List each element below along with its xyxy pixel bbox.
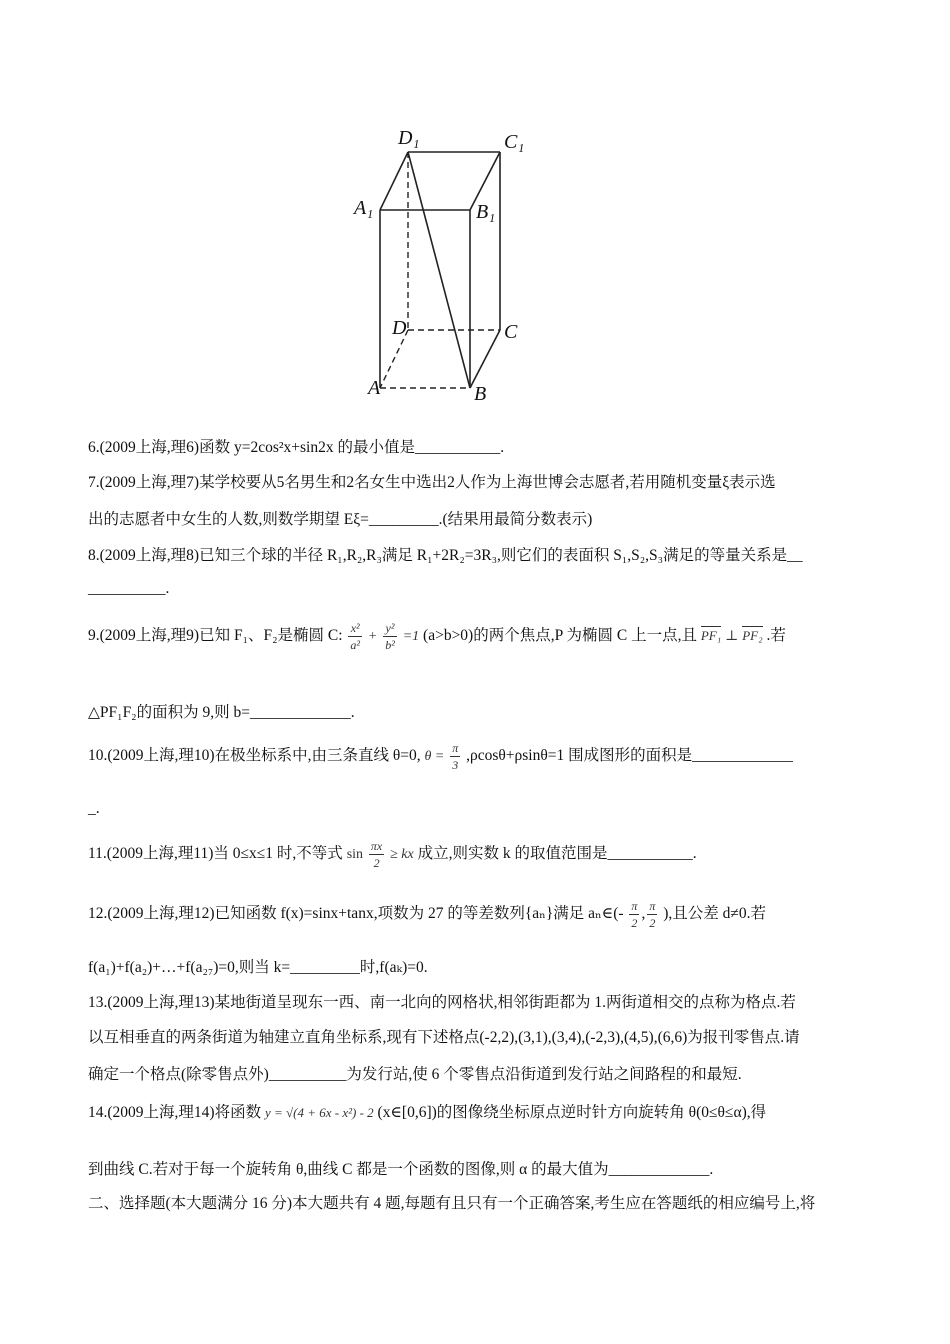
q11-prefix: 11.(2009上海,理11)当 0≤x≤1 时,不等式 <box>88 845 343 863</box>
frac-den: 3 <box>452 758 459 772</box>
prism-diagram <box>310 118 640 408</box>
q9-suffix: .若 <box>766 627 786 645</box>
sin-func: sin <box>346 847 364 863</box>
diagonal-d1b <box>408 152 470 388</box>
q14-prefix: 14.(2009上海,理14)将函数 <box>88 1104 262 1121</box>
label-a1: A₁ <box>354 197 374 219</box>
frac-num: x² <box>348 620 362 637</box>
question-10-line1 <box>88 740 890 773</box>
label-b1: B₁ <box>476 201 496 223</box>
q11-suffix: 成立,则实数 k 的取值范围是___________. <box>417 845 697 863</box>
q14-suffix: (x∈[0,6])的图像绕坐标原点逆时针方向旋转角 θ(0≤θ≤α),得 <box>377 1104 767 1121</box>
q10-prefix: 10.(2009上海,理10)在极坐标系中,由三条直线 θ=0, <box>88 747 421 765</box>
frac-num: π <box>452 741 459 755</box>
q12-suffix: ),且公差 d≠0.若 <box>663 905 766 923</box>
vector-pf1: PF₁ <box>701 624 721 644</box>
edge-d1a1 <box>380 152 408 210</box>
label-d1: D₁ <box>398 127 420 149</box>
question-6: 6.(2009上海,理6)函数 y=2cos²x+sin2x 的最小值是___________. <box>88 439 505 456</box>
frac-den: a² <box>350 638 361 652</box>
question-14-line2: 到曲线 C.若对于每一个旋转角 θ,曲线 C 都是一个函数的图像,则 α 的最大值为_____________. <box>88 1161 714 1178</box>
frac-num: y² <box>383 620 397 637</box>
ge-kx: ≥ kx <box>390 847 414 863</box>
frac-num: π <box>631 899 638 913</box>
frac-num: πx <box>370 839 383 853</box>
frac-den: 2 <box>373 856 380 870</box>
fraction-pi-2-b <box>647 898 657 931</box>
function-expression: y = √(4 + 6x - x²) - 2 <box>264 1105 374 1120</box>
frac-den: b² <box>385 638 395 652</box>
section-2-heading: 二、选择题(本大题满分 16 分)本大题共有 4 题,每题有且只有一个正确答案,考生应在答题纸的相应编号上,将 <box>88 1195 816 1212</box>
q10-suffix: ,ρcosθ+ρsinθ=1 围成图形的面积是_____________ <box>466 747 793 765</box>
question-8-line1: 8.(2009上海,理8)已知三个球的半径 R₁,R₂,R₃满足 R₁+2R₂=3R₃,则它们的表面积 S₁,S₂,S₃满足的等量关系是__ <box>88 547 803 564</box>
fraction-x2-a2 <box>348 620 362 653</box>
comma: , <box>641 905 646 923</box>
prism-figure <box>310 118 640 408</box>
frac-den: 2 <box>649 916 656 930</box>
frac-num: π <box>649 899 656 913</box>
fraction-pi-2-a <box>629 898 639 931</box>
question-8-line2: __________. <box>88 580 170 597</box>
question-13-line2: 以互相垂直的两条街道为轴建立直角坐标系,现有下述格点(-2,2),(3,1),(3,4),(-2,3),(4,5),(6,6)为报刊零售点.请 <box>88 1029 800 1046</box>
q9-middle: (a>b>0)的两个焦点,P 为椭圆 C 上一点,且 <box>423 627 697 645</box>
question-11 <box>88 838 890 871</box>
fraction-pi-3 <box>450 740 460 773</box>
equals-one: =1 <box>402 629 420 645</box>
question-10-line2: _. <box>88 800 100 817</box>
label-d: D <box>392 317 407 339</box>
question-13-line1: 13.(2009上海,理13)某地街道呈现东一西、南一北向的网格状,相邻街距都为 1.两街道相交的点称为格点.若 <box>88 994 796 1011</box>
edge-bc <box>470 330 500 388</box>
label-c: C <box>504 321 518 343</box>
question-12-line1 <box>88 898 890 931</box>
fraction-pix-2 <box>369 838 384 871</box>
question-12-line2: f(a₁)+f(a₂)+…+f(a₂₇)=0,则当 k=_________时,f(aₖ)=0. <box>88 959 428 976</box>
question-9-line2: △PF₁F₂的面积为 9,则 b=_____________. <box>88 704 355 721</box>
q9-prefix: 9.(2009上海,理9)已知 F₁、F₂是椭圆 C: <box>88 627 343 645</box>
question-7-line1: 7.(2009上海,理7)某学校要从5名男生和2名女生中选出2人作为上海世博会志愿者,若用随机变量ξ表示选 <box>88 474 776 491</box>
label-c1: C₁ <box>504 131 525 153</box>
label-b: B <box>474 383 487 405</box>
question-9-line1 <box>88 620 890 653</box>
plus-sign: + <box>367 629 378 645</box>
theta-equals: θ = <box>424 749 445 765</box>
frac-den: 2 <box>631 916 638 930</box>
perp-sign: ⊥ <box>725 629 739 645</box>
fraction-y2-b2 <box>383 620 397 653</box>
vector-pf2: PF₂ <box>742 624 762 644</box>
label-a: A <box>368 377 381 399</box>
question-14-line1 <box>88 1100 890 1122</box>
question-7-line2: 出的志愿者中女生的人数,则数学期望 Eξ=_________.(结果用最简分数表示) <box>88 511 593 528</box>
question-13-line3: 确定一个格点(除零售点外)__________为发行站,使 6 个零售点沿街道到发行站之间路程的和最短. <box>88 1066 742 1083</box>
q12-prefix: 12.(2009上海,理12)已知函数 f(x)=sinx+tanx,项数为 27 的等差数列{aₙ}满足 aₙ∈(- <box>88 905 624 923</box>
